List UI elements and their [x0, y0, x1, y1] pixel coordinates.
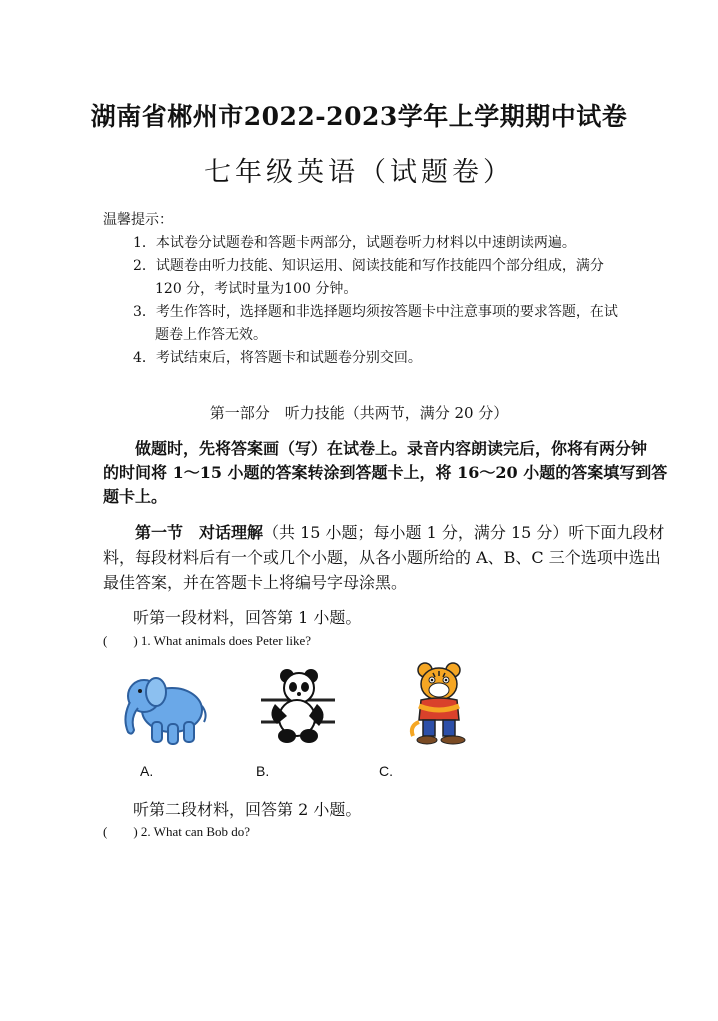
- exam-title: 湖南省郴州市2022-2023学年上学期期中试卷: [90, 102, 628, 131]
- q2-question: 2. What can Bob do?: [140, 824, 251, 839]
- tip-1: 1．本试卷分试题卷和答题卡两部分，试题卷听力材料以中速朗读两遍。: [133, 235, 576, 251]
- panda-leg: [278, 729, 296, 743]
- tiger-image: [405, 660, 477, 748]
- q1-question: 1. What animals does Peter like?: [140, 633, 312, 648]
- tiger-muzzle: [429, 683, 449, 697]
- elephant-leg: [152, 722, 162, 742]
- elephant-leg: [168, 724, 178, 744]
- q2-prompt: 听第二段材料，回答第 2 小题。: [133, 800, 362, 819]
- q1-option-c[interactable]: C.: [379, 763, 393, 779]
- q2-answer-bracket[interactable]: ( ): [103, 824, 138, 839]
- q1-option-b[interactable]: B.: [256, 763, 270, 779]
- panda-nose: [297, 692, 301, 696]
- tip-2: 2．试题卷由听力技能、知识运用、阅读技能和写作技能四个部分组成，满分: [133, 258, 604, 274]
- section-1-heading-bold: 第一节 对话理解: [135, 523, 264, 542]
- panda-image: [257, 660, 337, 746]
- exam-subtitle: 七年级英语（试题卷）: [204, 157, 514, 188]
- q1-prompt: 听第一段材料，回答第 1 小题。: [133, 608, 362, 627]
- q1-answer-bracket[interactable]: ( ): [103, 633, 138, 648]
- elephant-leg: [184, 722, 194, 742]
- tiger-pants-leg: [423, 720, 435, 736]
- elephant-image: [118, 666, 210, 748]
- panda-leg: [300, 729, 318, 743]
- tiger-pupil: [431, 679, 434, 682]
- panda-head: [284, 673, 314, 703]
- instruction-line-1: 做题时，先将答案画（写）在试卷上。录音内容朗读完后，你将有两分钟: [135, 439, 648, 458]
- panda-eye-patch: [301, 682, 309, 692]
- tip-3-continued: 题卷上作答无效。: [155, 327, 267, 343]
- tip-4: 4．考试结束后，将答题卡和试题卷分别交回。: [133, 350, 422, 366]
- elephant-eye: [138, 689, 142, 693]
- tiger-shoe: [441, 736, 465, 744]
- instruction-line-2: 的时间将 1～15 小题的答案转涂到答题卡上，将 16～20 小题的答案填写到答: [103, 463, 668, 482]
- tiger-pupil: [445, 679, 448, 682]
- q2-row: [103, 821, 250, 840]
- instruction-line-3: 题卡上。: [103, 487, 168, 506]
- tip-3: 3．考生作答时，选择题和非选择题均须按答题卡中注意事项的要求答题，在试: [133, 304, 618, 320]
- q1-option-a[interactable]: A.: [140, 763, 154, 779]
- tiger-tail: [412, 722, 419, 736]
- q1-row: [103, 630, 311, 649]
- part-1-heading: 第一部分 听力技能（共两节，满分 20 分）: [209, 404, 509, 422]
- tiger-shoe: [417, 736, 437, 744]
- section-1-heading-rest: （共 15 小题；每小题 1 分，满分 15 分）听下面九段材: [263, 523, 665, 542]
- tips-heading: 温馨提示：: [103, 212, 173, 228]
- section-1-heading: [135, 520, 664, 543]
- section-1-line-3: 最佳答案，并在答题卡上将编号字母涂黑。: [103, 573, 408, 592]
- elephant-trunk: [125, 702, 138, 734]
- section-1-line-2: 料，每段材料后有一个或几个小题，从各小题所给的 A、B、C 三个选项中选出: [103, 548, 661, 567]
- tiger-pants-leg: [443, 720, 455, 736]
- elephant-ear: [146, 678, 166, 706]
- panda-eye-patch: [289, 682, 297, 692]
- tip-2-continued: 120 分，考试时量为100 分钟。: [155, 281, 358, 297]
